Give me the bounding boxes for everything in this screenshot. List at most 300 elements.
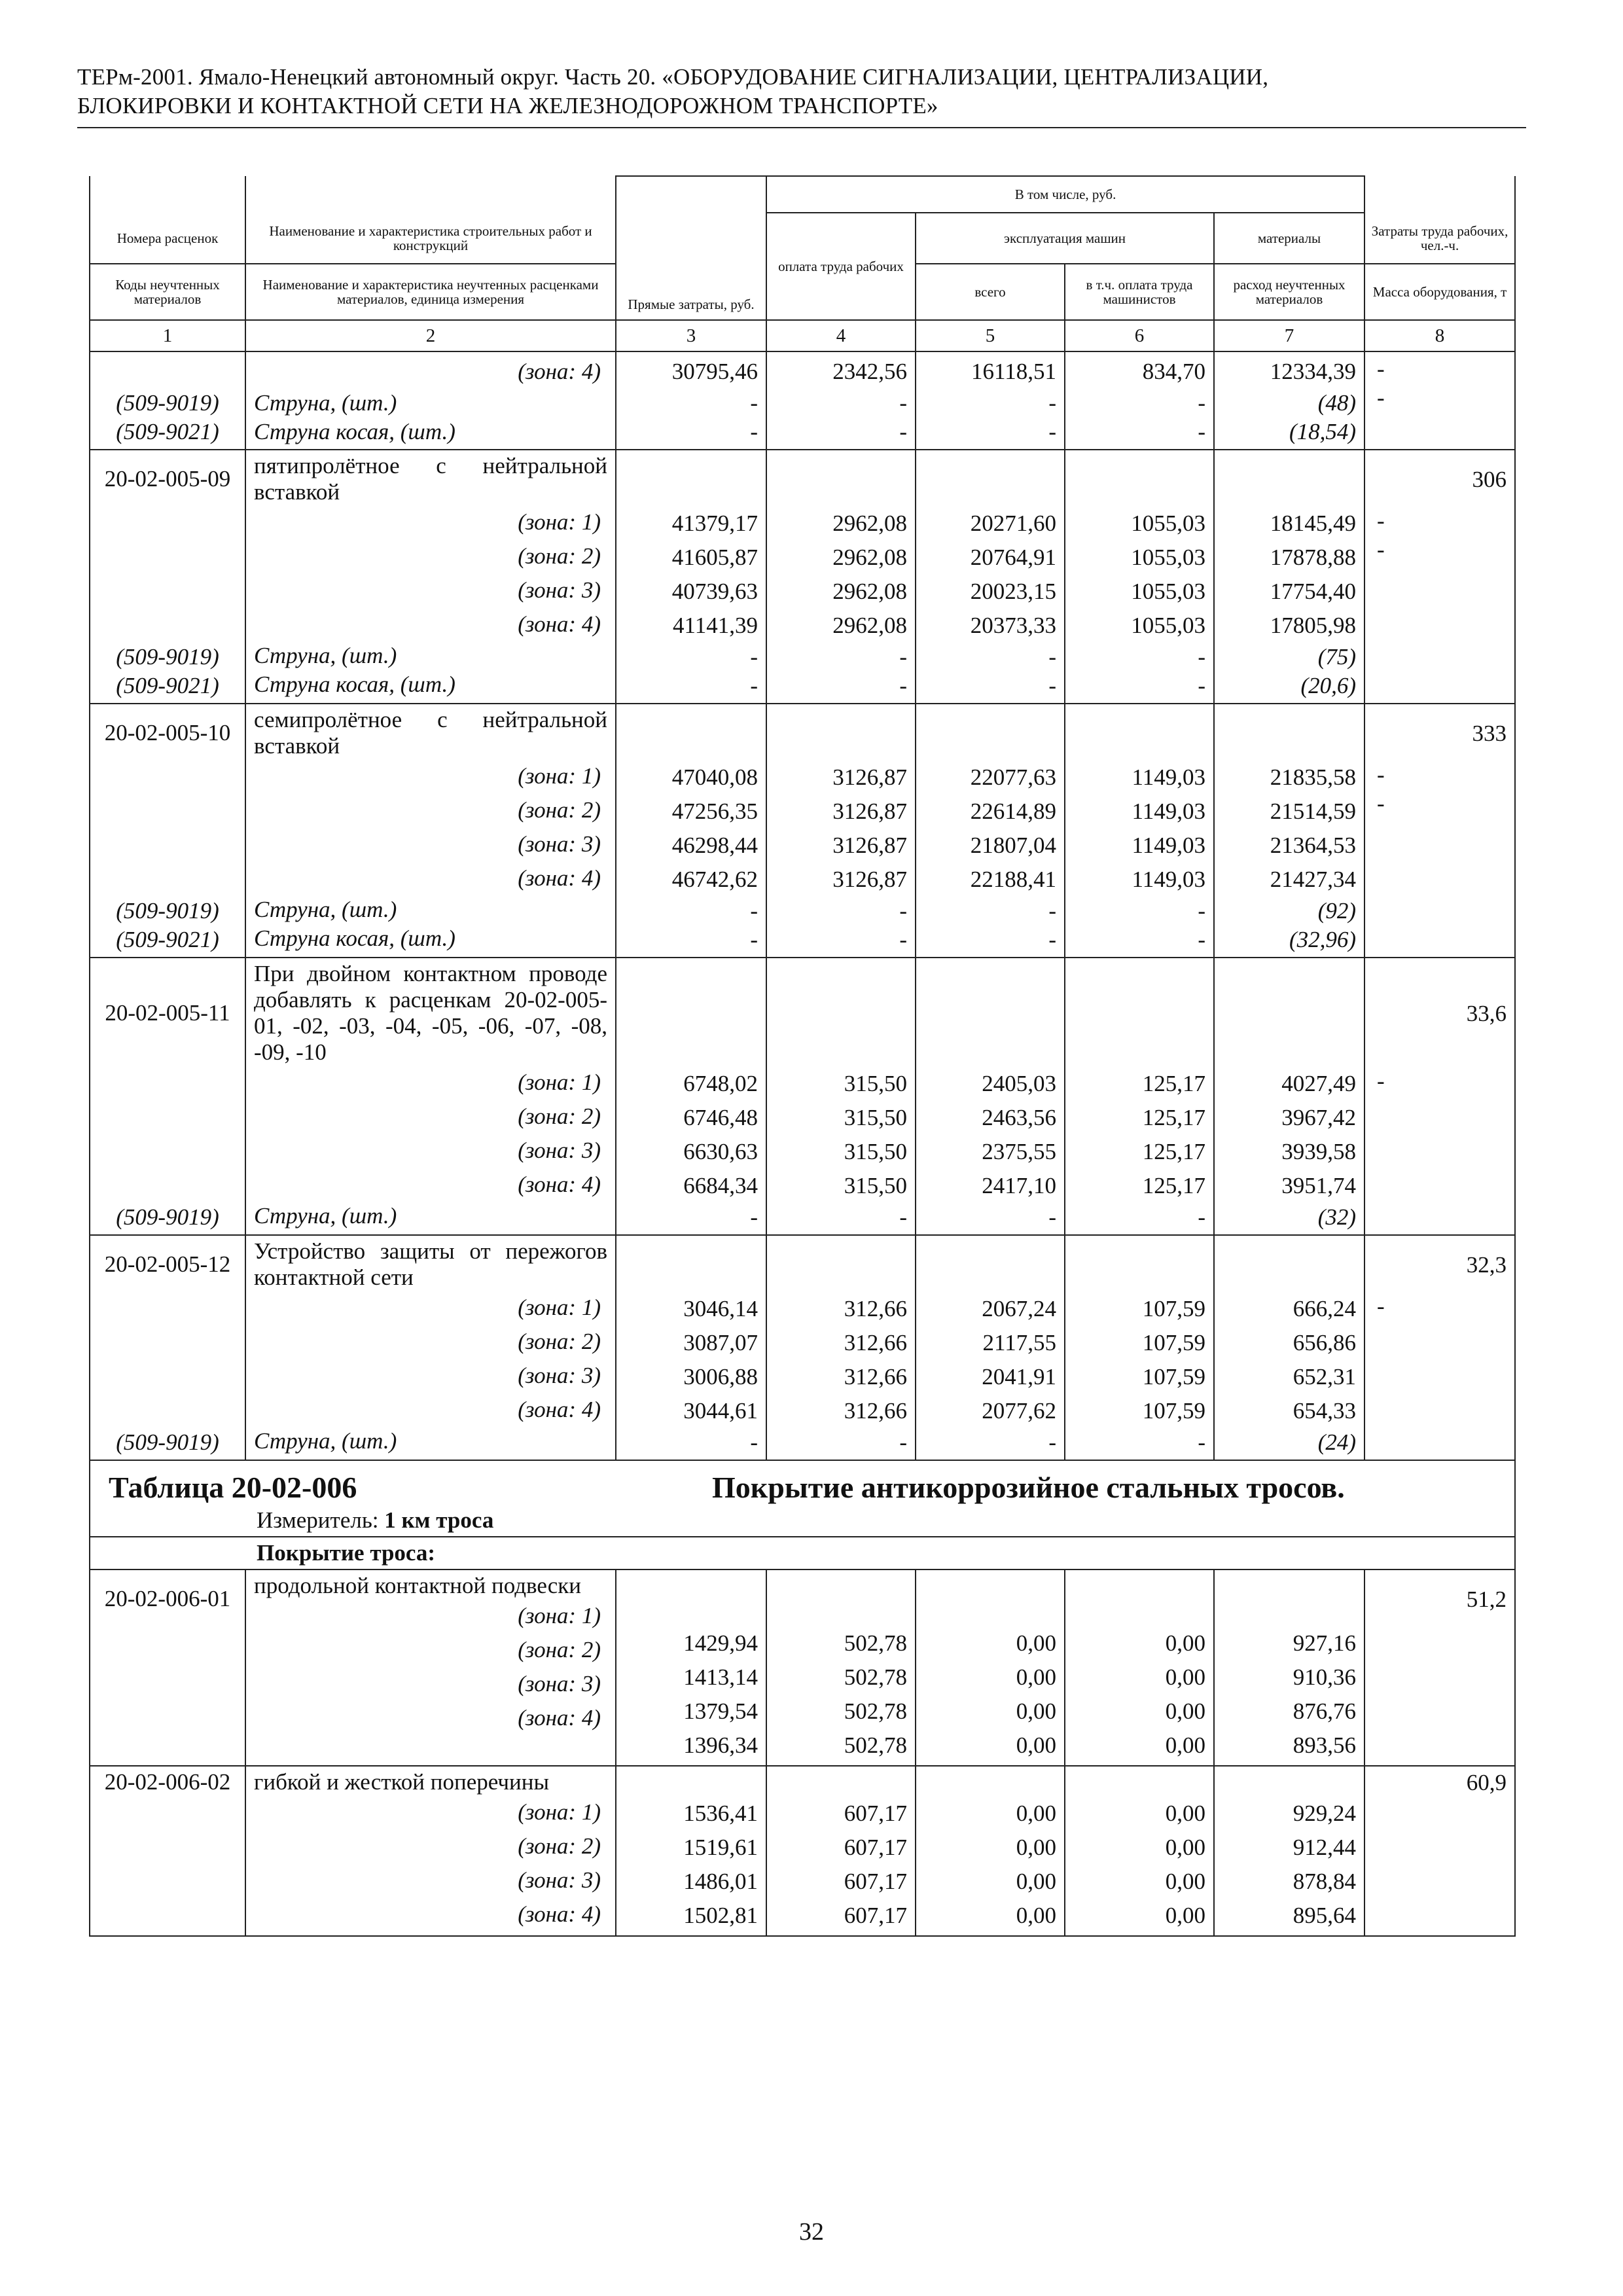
machinist-pay: 834,70 <box>1142 359 1205 384</box>
labor-pay: 2962,08 <box>832 579 907 604</box>
spacer <box>98 1360 237 1394</box>
table-cell <box>1214 1235 1364 1460</box>
table-row <box>90 704 1515 958</box>
zone-label: (зона: 3) <box>518 1867 601 1893</box>
table-cell <box>90 1766 245 1936</box>
table-row <box>90 1537 1515 1570</box>
spacer <box>1073 1238 1205 1292</box>
zone-label: (зона: 3) <box>518 577 601 603</box>
labor-hours: 32,3 <box>1466 1252 1507 1278</box>
material-name: Струна, (шт.) <box>254 1428 397 1454</box>
spacer <box>624 1238 758 1292</box>
materials-cost: 927,16 <box>1293 1630 1357 1656</box>
col-number: 4 <box>766 320 916 351</box>
dash-value: - <box>899 390 907 416</box>
machinist-pay: 0,00 <box>1165 1801 1205 1826</box>
table-cell <box>245 351 616 450</box>
table-cell <box>1214 1570 1364 1766</box>
spacer <box>624 961 758 1067</box>
spacer <box>1073 453 1205 507</box>
labor-pay: 3126,87 <box>832 833 907 858</box>
dash-value: - <box>1048 390 1056 416</box>
dash-value: - <box>899 1204 907 1230</box>
materials-cost: 3951,74 <box>1281 1173 1357 1198</box>
work-name: семипролётное с нейтральной вставкой <box>254 707 607 759</box>
spacer <box>98 1831 237 1865</box>
dash-value: - <box>1377 385 1385 410</box>
table-cell <box>1364 450 1515 704</box>
dash-value: - <box>1048 673 1056 698</box>
table-cell <box>916 1766 1065 1936</box>
zone-label: (зона: 2) <box>518 1329 601 1354</box>
table-cell <box>90 1570 245 1766</box>
zone-label: (зона: 3) <box>518 1138 601 1163</box>
machinist-pay: 0,00 <box>1165 1869 1205 1894</box>
table-cell <box>1065 958 1214 1235</box>
spacer <box>98 761 237 795</box>
work-name: пятипролётное с нейтральной вставкой <box>254 453 607 505</box>
labor-pay: 315,50 <box>844 1105 907 1130</box>
spacer <box>775 961 907 1067</box>
spacer <box>1222 707 1356 761</box>
labor-pay: 607,17 <box>844 1835 907 1860</box>
header-rule <box>77 127 1526 128</box>
material-qty: (32) <box>1317 1204 1357 1230</box>
labor-hours: 60,9 <box>1466 1770 1507 1795</box>
materials-cost: 12334,39 <box>1270 359 1357 384</box>
direct-cost: 1502,81 <box>683 1903 758 1928</box>
spacer <box>924 1769 1056 1797</box>
labor-pay: 3126,87 <box>832 798 907 824</box>
table-cell <box>766 450 916 704</box>
labor-pay: 312,66 <box>844 1330 907 1355</box>
machines-total: 22614,89 <box>970 798 1056 824</box>
zone-label: (зона: 2) <box>518 543 601 569</box>
machinist-pay: 125,17 <box>1142 1105 1205 1130</box>
dash-value: - <box>1198 1204 1205 1230</box>
machines-total: 20373,33 <box>970 613 1056 638</box>
dash-value: - <box>1377 1293 1385 1319</box>
table-cell <box>616 450 766 704</box>
spacer <box>98 1067 237 1101</box>
work-name: продольной контактной подвески <box>254 1573 581 1598</box>
machinist-pay: 1149,03 <box>1132 867 1205 892</box>
measure-value: 1 км троса <box>384 1507 494 1533</box>
material-name: Струна косая, (шт.) <box>254 672 455 697</box>
spacer <box>98 1169 237 1203</box>
zone-label: (зона: 2) <box>518 1103 601 1129</box>
dash-value: - <box>1198 419 1205 444</box>
col1-header-label: Номера расценок <box>90 213 245 264</box>
spacer <box>98 1797 237 1831</box>
spacer <box>98 1135 237 1169</box>
spacer <box>924 707 1056 761</box>
document-header <box>77 63 1526 120</box>
dash-value: - <box>899 644 907 670</box>
zone-label: (зона: 4) <box>518 1901 601 1927</box>
spacer <box>98 541 237 575</box>
col8-header-bottom: Масса оборудования, т <box>1364 264 1515 320</box>
machinist-pay: 107,59 <box>1142 1398 1205 1424</box>
labor-pay: 312,66 <box>844 1398 907 1424</box>
direct-cost: 1486,01 <box>683 1869 758 1894</box>
direct-cost: 3044,61 <box>683 1398 758 1424</box>
material-name: Струна, (шт.) <box>254 1203 397 1229</box>
col-number: 2 <box>245 320 616 351</box>
dash-value: - <box>1377 356 1385 382</box>
table-row <box>90 1460 1515 1537</box>
col2-header-bottom: Наименование и характеристика неучтенных расценками материалов, единица измерения <box>245 264 616 320</box>
labor-pay: 502,78 <box>844 1732 907 1758</box>
machinist-pay: 0,00 <box>1165 1698 1205 1724</box>
header-line-2: БЛОКИРОВКИ И КОНТАКТНОЙ СЕТИ НА ЖЕЛЕЗНОДОРОЖНОМ ТРАНСПОРТЕ» <box>77 93 938 118</box>
table-cell <box>1065 1235 1214 1460</box>
machines-total: 0,00 <box>1016 1869 1056 1894</box>
section-title: Покрытие троса: <box>90 1537 1515 1570</box>
direct-cost: 3006,88 <box>683 1364 758 1390</box>
table-cell <box>616 351 766 450</box>
spacer <box>1073 1769 1205 1797</box>
machinist-pay: 107,59 <box>1142 1296 1205 1321</box>
zone-label: (зона: 3) <box>518 1363 601 1388</box>
dash-value: - <box>750 898 758 924</box>
spacer <box>1222 453 1356 507</box>
direct-cost: 47040,08 <box>671 764 758 790</box>
col1-header-top <box>90 176 245 213</box>
spacer <box>98 1292 237 1326</box>
direct-cost: 3087,07 <box>683 1330 758 1355</box>
col3-header: Прямые затраты, руб. <box>616 176 766 320</box>
table-cell <box>1065 450 1214 704</box>
col8-header-label: Затраты труда рабочих, чел.-ч. <box>1364 213 1515 264</box>
materials-cost: 3967,42 <box>1281 1105 1357 1130</box>
spacer <box>775 1769 907 1797</box>
machines-total: 0,00 <box>1016 1664 1056 1690</box>
material-code: (509-9021) <box>116 419 219 444</box>
table-cell <box>245 450 616 704</box>
direct-cost: 3046,14 <box>683 1296 758 1321</box>
machines-total: 2117,55 <box>982 1330 1056 1355</box>
dash-value: - <box>750 644 758 670</box>
dash-value: - <box>899 1429 907 1455</box>
table-cell <box>916 704 1065 958</box>
direct-cost: 6630,63 <box>683 1139 758 1164</box>
col-number: 8 <box>1364 320 1515 351</box>
labor-pay: 315,50 <box>844 1071 907 1096</box>
materials-cost: 4027,49 <box>1281 1071 1357 1096</box>
table-cell <box>916 1235 1065 1460</box>
labor-pay: 2342,56 <box>832 359 907 384</box>
machines-total: 2405,03 <box>982 1071 1056 1096</box>
materials-header: материалы <box>1214 213 1364 264</box>
table-cell <box>90 351 245 450</box>
machinist-pay: 125,17 <box>1142 1139 1205 1164</box>
materials-cost: 3939,58 <box>1281 1139 1357 1164</box>
table-cell <box>766 1235 916 1460</box>
direct-cost: 1396,34 <box>683 1732 758 1758</box>
spacer <box>98 1101 237 1135</box>
dash-value: - <box>750 1429 758 1455</box>
material-code: (509-9019) <box>116 898 219 924</box>
col5-header: всего <box>916 264 1065 320</box>
spacer <box>98 1626 237 1660</box>
machinist-pay: 0,00 <box>1165 1732 1205 1758</box>
machines-total: 2463,56 <box>982 1105 1056 1130</box>
measure-line <box>90 1505 1514 1536</box>
table-cell <box>1364 351 1515 450</box>
table-cell <box>90 450 245 704</box>
materials-cost: 895,64 <box>1293 1903 1357 1928</box>
dash-value: - <box>899 673 907 698</box>
spacer <box>98 355 237 389</box>
labor-pay: 2962,08 <box>832 545 907 570</box>
spacer <box>1222 1573 1356 1626</box>
col1-header-bottom: Коды неучтенных материалов <box>90 264 245 320</box>
zone-label: (зона: 2) <box>518 1833 601 1859</box>
table-cell <box>766 1570 916 1766</box>
table-cell <box>1214 351 1364 450</box>
labor-pay: 607,17 <box>844 1903 907 1928</box>
table-cell <box>245 1570 616 1766</box>
dash-value: - <box>1377 508 1385 533</box>
table-row <box>90 1766 1515 1936</box>
direct-cost: 6746,48 <box>683 1105 758 1130</box>
machinist-pay: 0,00 <box>1165 1664 1205 1690</box>
spacer <box>1222 961 1356 1067</box>
dash-value: - <box>1048 898 1056 924</box>
spacer <box>98 609 237 643</box>
spacer <box>624 453 758 507</box>
direct-cost: 30795,46 <box>671 359 758 384</box>
materials-cost: 21514,59 <box>1270 798 1357 824</box>
material-qty: (24) <box>1317 1429 1357 1455</box>
material-qty: (20,6) <box>1300 673 1357 698</box>
spacer <box>98 795 237 829</box>
direct-cost: 1429,94 <box>683 1630 758 1656</box>
col-number: 3 <box>616 320 766 351</box>
spacer <box>98 1394 237 1428</box>
dash-value: - <box>1377 1068 1385 1094</box>
machines-total: 20271,60 <box>970 511 1056 536</box>
dash-value: - <box>1198 1429 1205 1455</box>
table-row <box>90 351 1515 450</box>
materials-cost: 18145,49 <box>1270 511 1357 536</box>
table-title: Таблица 20-02-006 <box>109 1471 357 1504</box>
table-cell <box>766 1766 916 1936</box>
table-row <box>90 958 1515 1235</box>
machinist-pay: 0,00 <box>1165 1903 1205 1928</box>
materials-cost: 876,76 <box>1293 1698 1357 1724</box>
machines-total: 0,00 <box>1016 1630 1056 1656</box>
direct-cost: 47256,35 <box>671 798 758 824</box>
spacer <box>924 453 1056 507</box>
col-number: 6 <box>1065 320 1214 351</box>
work-name: гибкой и жесткой поперечины <box>254 1769 549 1795</box>
labor-hours: 333 <box>1472 721 1507 746</box>
spacer <box>924 961 1056 1067</box>
machinist-pay: 1055,03 <box>1131 545 1205 570</box>
spacer <box>775 1238 907 1292</box>
machines-total: 0,00 <box>1016 1732 1056 1758</box>
spacer <box>775 453 907 507</box>
rate-code: 20-02-005-10 <box>104 720 231 745</box>
machinist-pay: 1149,03 <box>1132 764 1205 790</box>
materials-cost: 656,86 <box>1293 1330 1357 1355</box>
spacer <box>98 575 237 609</box>
table-cell <box>1214 958 1364 1235</box>
machines-total: 2077,62 <box>982 1398 1056 1424</box>
table-cell <box>616 704 766 958</box>
spacer <box>624 1573 758 1626</box>
machines-total: 20023,15 <box>970 579 1056 604</box>
spacer <box>775 707 907 761</box>
machines-total: 2417,10 <box>982 1173 1056 1198</box>
direct-cost: 41379,17 <box>671 511 758 536</box>
materials-cost: 652,31 <box>1293 1364 1357 1390</box>
spacer <box>1073 707 1205 761</box>
zone-label: (зона: 4) <box>518 611 601 637</box>
col-number: 7 <box>1214 320 1364 351</box>
dash-value: - <box>1198 927 1205 952</box>
zone-label: (зона: 3) <box>518 831 601 857</box>
machinist-pay: 107,59 <box>1142 1364 1205 1390</box>
dash-value: - <box>899 419 907 444</box>
direct-cost: 41141,39 <box>673 613 758 638</box>
zone-label: (зона: 1) <box>518 1603 601 1628</box>
materials-cost: 17805,98 <box>1270 613 1357 638</box>
table-cell <box>766 958 916 1235</box>
materials-cost: 878,84 <box>1293 1869 1357 1894</box>
table-cell <box>1065 1570 1214 1766</box>
spacer <box>924 1238 1056 1292</box>
material-name: Струна, (шт.) <box>254 643 397 668</box>
col-number: 1 <box>90 320 245 351</box>
col2-header-label: Наименование и характеристика строительных работ и конструкций <box>245 213 616 264</box>
rate-code: 20-02-005-09 <box>104 466 231 492</box>
col2-header-top <box>245 176 616 213</box>
table-row <box>90 1235 1515 1460</box>
rates-table <box>89 175 1516 1937</box>
spacer <box>1222 1238 1356 1292</box>
direct-cost: 46742,62 <box>671 867 758 892</box>
machines-total: 0,00 <box>1016 1835 1056 1860</box>
spacer <box>98 1865 237 1899</box>
materials-cost: 929,24 <box>1293 1801 1357 1826</box>
zone-label: (зона: 2) <box>518 1637 601 1662</box>
table-cell <box>245 1766 616 1936</box>
dash-value: - <box>1198 644 1205 670</box>
table-cell <box>1214 1766 1364 1936</box>
machines-total: 20764,91 <box>970 545 1056 570</box>
machinist-pay: 1055,03 <box>1131 511 1205 536</box>
dash-value: - <box>1377 791 1385 816</box>
machines-total: 22077,63 <box>970 764 1056 790</box>
material-code: (509-9019) <box>116 644 219 670</box>
direct-cost: 1413,14 <box>683 1664 758 1690</box>
table-cell <box>1364 1570 1515 1766</box>
dash-value: - <box>750 673 758 698</box>
labor-pay: 315,50 <box>844 1139 907 1164</box>
table-cell <box>1364 1235 1515 1460</box>
table-body <box>90 351 1515 1936</box>
table-cell <box>1065 704 1214 958</box>
table-cell <box>1065 351 1214 450</box>
dash-value: - <box>750 419 758 444</box>
direct-cost: 40739,63 <box>671 579 758 604</box>
machinist-pay: 0,00 <box>1165 1630 1205 1656</box>
machines-total: 0,00 <box>1016 1698 1056 1724</box>
direct-cost: 6748,02 <box>683 1071 758 1096</box>
material-qty: (48) <box>1317 390 1357 416</box>
spacer <box>1222 1769 1356 1797</box>
labor-pay: 607,17 <box>844 1801 907 1826</box>
machinist-pay: 1055,03 <box>1131 579 1205 604</box>
table-cell <box>1214 450 1364 704</box>
spacer <box>624 1769 758 1797</box>
materials-cost: 654,33 <box>1293 1398 1357 1424</box>
dash-value: - <box>1048 419 1056 444</box>
rate-code: 20-02-005-11 <box>105 1000 230 1026</box>
zone-label: (зона: 4) <box>518 865 601 891</box>
spacer <box>775 1573 907 1626</box>
spacer <box>98 829 237 863</box>
spacer <box>98 1899 237 1933</box>
zone-label: (зона: 4) <box>518 1705 601 1731</box>
dash-value: - <box>1377 762 1385 787</box>
table-cell <box>245 704 616 958</box>
labor-pay: 607,17 <box>844 1869 907 1894</box>
material-name: Струна, (шт.) <box>254 390 397 416</box>
labor-pay: 2962,08 <box>832 613 907 638</box>
spacer <box>98 1326 237 1360</box>
material-name: Струна косая, (шт.) <box>254 419 455 444</box>
labor-pay: 312,66 <box>844 1296 907 1321</box>
labor-pay: 2962,08 <box>832 511 907 536</box>
dash-value: - <box>1198 898 1205 924</box>
dash-value: - <box>750 927 758 952</box>
table-cell <box>916 450 1065 704</box>
direct-cost: 41605,87 <box>671 545 758 570</box>
materials-cost: 666,24 <box>1293 1296 1357 1321</box>
machines-total: 2041,91 <box>982 1364 1056 1390</box>
materials-cost: 912,44 <box>1293 1835 1357 1860</box>
labor-pay: 502,78 <box>844 1664 907 1690</box>
material-name: Струна, (шт.) <box>254 897 397 922</box>
table-cell <box>616 958 766 1235</box>
table-cell <box>1214 704 1364 958</box>
labor-pay: 3126,87 <box>832 764 907 790</box>
dash-value: - <box>1198 390 1205 416</box>
machinist-pay: 125,17 <box>1142 1071 1205 1096</box>
dash-value: - <box>1048 1429 1056 1455</box>
machinist-pay: 1149,03 <box>1132 833 1205 858</box>
table-cell <box>90 704 245 958</box>
material-code: (509-9021) <box>116 927 219 952</box>
machinist-pay: 1149,03 <box>1132 798 1205 824</box>
materials-cost: 21835,58 <box>1270 764 1357 790</box>
labor-pay: 315,50 <box>844 1173 907 1198</box>
header-line-1: ТЕРм-2001. Ямало-Ненецкий автономный округ. Часть 20. «ОБОРУДОВАНИЕ СИГНАЛИЗАЦИИ, ЦЕНТРАЛИЗАЦИИ, <box>77 64 1269 90</box>
spacer <box>98 507 237 541</box>
direct-cost: 6684,34 <box>683 1173 758 1198</box>
machines-header: эксплуатация машин <box>916 213 1214 264</box>
rate-code: 20-02-005-12 <box>104 1251 231 1277</box>
machines-total: 22188,41 <box>970 867 1056 892</box>
table-cell <box>916 958 1065 1235</box>
dash-value: - <box>1048 927 1056 952</box>
dash-value: - <box>1198 673 1205 698</box>
work-name: При двойном контактном проводе добавлять к расценкам 20-02-005-01, -02, -03, -04, -05, -06, -07, -08, -09, -10 <box>254 961 607 1065</box>
